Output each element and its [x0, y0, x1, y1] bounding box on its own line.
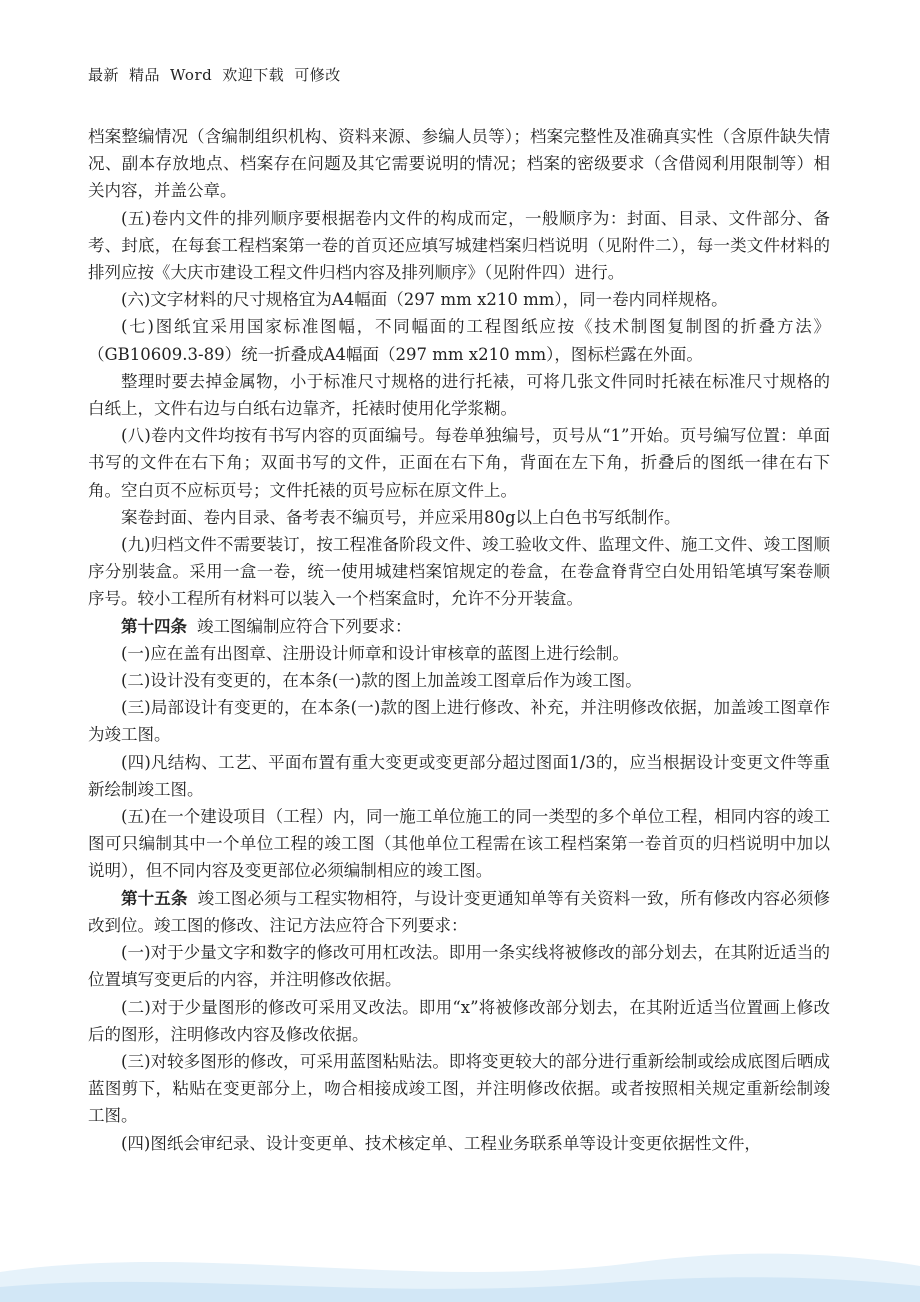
- paragraph: 案卷封面、卷内目录、备考表不编页号，并应采用80g以上白色书写纸制作。: [121, 507, 681, 527]
- paragraph: (二)对于少量图形的修改可采用叉改法。即用“x”将被修改部分划去，在其附近适当位置画上修改后的图形，注明修改内容及修改依据。: [88, 997, 830, 1044]
- header-item: 最新: [88, 66, 120, 84]
- paragraph: 整理时要去掉金属物，小于标准尺寸规格的进行托裱，可将几张文件同时托裱在标准尺寸规格的白纸上，文件右边与白纸右边靠齐，托裱时使用化学浆糊。: [88, 371, 830, 419]
- paragraph: (六)文字材料的尺寸规格宜为A4幅面（297 mm x210 mm），同一卷内同样规格。: [121, 290, 728, 310]
- paragraph: (三)局部设计有变更的，在本条(一)款的图上进行修改、补充，并注明修改依据，加盖竣工图章作为竣工图。: [88, 698, 830, 745]
- paragraph: (八)卷内文件均按有书写内容的页面编号。每卷单独编号，页号从“1”开始。页号编写位置：单面书写的文件在右下角；双面书写的文件，正面在右下角，背面在左下角，折叠后的图纸一律在右下角。空白页不应标页号；文件托裱的页号应标在原文件上。: [88, 426, 830, 500]
- header-item: 可修改: [294, 66, 341, 84]
- paragraph: (四)图纸会审纪录、设计变更单、技术核定单、工程业务联系单等设计变更依据性文件，: [121, 1133, 761, 1153]
- article-number: 第十五条: [121, 888, 188, 908]
- paragraph: (七)图纸宜采用国家标准图幅，不同幅面的工程图纸应按《技术制图复制图的折叠方法》（GB10609.3-89）统一折叠成A4幅面（297 mm x210 mm），图标栏露在外面。: [88, 317, 830, 364]
- paragraph: (五)卷内文件的排列顺序要根据卷内文件的构成而定，一般顺序为：封面、目录、文件部分、备考、封底，在每套工程档案第一卷的首页还应填写城建档案归档说明（见附件二），每一类文件材料的排列应按《大庆市建设工程文件归档内容及排列顺序》（见附件四）进行。: [88, 208, 830, 283]
- decorative-wave: [0, 1232, 920, 1302]
- paragraph: (五)在一个建设项目（工程）内，同一施工单位施工的同一类型的多个单位工程，相同内容的竣工图可只编制其中一个单位工程的竣工图（其他单位工程需在该工程档案第一卷首页的归档说明中加以说明），但不同内容及变更部位必须编制相应的竣工图。: [88, 807, 830, 881]
- header-item: 欢迎下载: [222, 66, 285, 84]
- document-body: [88, 123, 830, 1157]
- article-number: 第十四条: [121, 616, 187, 636]
- header-item: Word: [170, 66, 213, 84]
- header-item: 精品: [129, 66, 161, 84]
- page-header: [88, 64, 351, 85]
- paragraph: (一)应在盖有出图章、注册设计师章和设计审核章的蓝图上进行绘制。: [121, 643, 629, 663]
- paragraph: (四)凡结构、工艺、平面布置有重大变更或变更部分超过图面1/3的，应当根据设计变更文件等重新绘制竣工图。: [88, 752, 830, 799]
- paragraph: (二)设计没有变更的，在本条(一)款的图上加盖竣工图章后作为竣工图。: [121, 671, 642, 691]
- paragraph: (三)对较多图形的修改，可采用蓝图粘贴法。即将变更较大的部分进行重新绘制或绘成底图后晒成蓝图剪下，粘贴在变更部分上，吻合相接成竣工图，并注明修改依据。或者按照相关规定重新绘制竣工图。: [88, 1051, 830, 1126]
- paragraph: (一)对于少量文字和数字的修改可用杠改法。即用一条实线将被修改的部分划去，在其附近适当的位置填写变更后的内容，并注明修改依据。: [88, 943, 830, 990]
- paragraph: 档案整编情况（含编制组织机构、资料来源、参编人员等）；档案完整性及准确真实性（含原件缺失情况、副本存放地点、档案存在问题及其它需要说明的情况；档案的密级要求（含借阅利用限制等）相关内容，并盖公章。: [88, 127, 830, 201]
- paragraph: (九)归档文件不需要装订，按工程准备阶段文件、竣工验收文件、监理文件、施工文件、竣工图顺序分别装盒。采用一盒一卷，统一使用城建档案馆规定的卷盒，在卷盒脊背空白处用铅笔填写案卷顺序号。较小工程所有材料可以装入一个档案盒时，允许不分开装盒。: [88, 535, 830, 609]
- article-heading-15: 第十五条 竣工图必须与工程实物相符，与设计变更通知单等有关资料一致，所有修改内容必须修改到位。竣工图的修改、注记方法应符合下列要求：: [88, 888, 831, 935]
- article-heading-14: 第十四条 竣工图编制应符合下列要求：: [121, 616, 412, 636]
